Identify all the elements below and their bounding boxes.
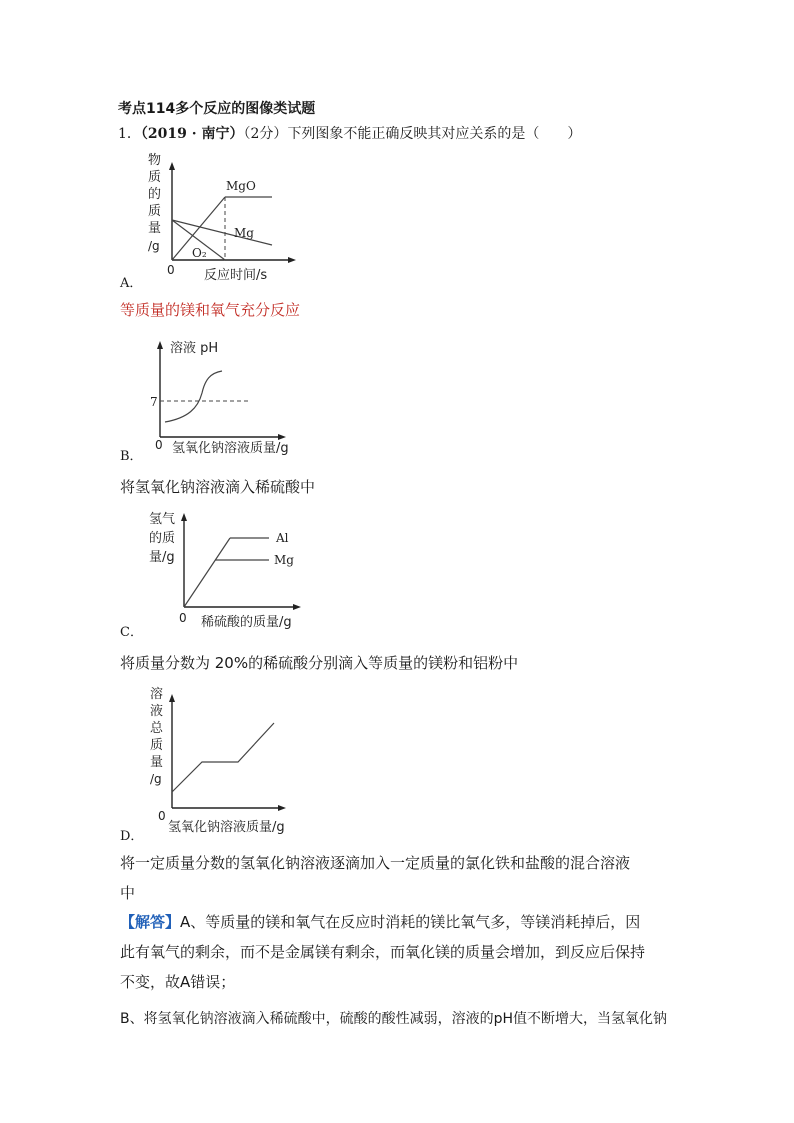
graph-c: [145, 505, 315, 630]
graph-d-ylabel-char: 液: [150, 704, 164, 719]
graph-a-ylabel-char: 的: [148, 187, 162, 202]
answer-line-3: 不变，故A错误；: [120, 973, 236, 991]
graph-d-ylabel-char: 质: [150, 738, 164, 753]
answer-line-1-text: A、等质量的镁和氧气在反应时消耗的镁比氧气多，等镁消耗掉后，因: [180, 913, 641, 931]
graph-a-ylabel-char: /g: [148, 239, 160, 253]
graph-b-x-arrow: [278, 434, 286, 440]
option-a-letter: A．: [120, 276, 143, 291]
graph-b-y-arrow: [157, 341, 163, 349]
graph-d-origin: 0: [158, 809, 166, 823]
graph-d: [140, 680, 310, 840]
graph-d-xlabel: 氢氧化钠溶液质量/g: [168, 820, 285, 835]
question-source: （2019 · 南宁）: [140, 126, 244, 142]
graph-c-ylabel-line: 氢气: [149, 512, 176, 527]
graph-d-x-arrow: [278, 805, 286, 811]
graph-a-y-arrow: [169, 162, 175, 170]
answer-tag: 【解答】: [120, 913, 181, 931]
graph-d-ylabel-char: 总: [150, 721, 164, 736]
graph-a-ylabel-char: 物: [148, 153, 162, 168]
question-line: [118, 123, 581, 143]
graph-c-xlabel: 稀硫酸的质量/g: [201, 615, 292, 630]
graph-a-label-mg: Mg: [234, 226, 254, 240]
graph-b-ylabel: 溶液 pH: [170, 341, 219, 356]
graph-a-ylabel-char: 质: [148, 204, 162, 219]
graph-a-x-arrow: [288, 257, 296, 263]
option-d-caption-line1: 将一定质量分数的氢氧化钠溶液逐滴加入一定质量的氯化铁和盐酸的混合溶液: [120, 854, 631, 872]
graph-b-ph-curve: [165, 371, 222, 422]
question-number: 1．: [118, 126, 141, 142]
graph-d-ylabel-char: 量: [150, 755, 164, 770]
option-b-caption: 将氢氧化钠溶液滴入稀硫酸中: [120, 478, 316, 496]
question-score: （2分）: [243, 126, 288, 142]
graph-a-ylabel: [148, 152, 161, 253]
option-c-caption: 将质量分数为 20%的稀硫酸分别滴入等质量的镁粉和铝粉中: [120, 654, 519, 672]
answer-line-1: [120, 907, 680, 937]
answer-line-b: B、将氢氧化钠溶液滴入稀硫酸中，硫酸的酸性减弱，溶液的pH值不断增大，当氢氧化钠: [120, 1011, 668, 1027]
question-stem: 下列图象不能正确反映其对应关系的是（ ）: [287, 126, 582, 142]
graph-b-ytick-7: 7: [150, 395, 158, 409]
graph-c-label-mg: Mg: [274, 553, 294, 567]
option-c-letter: C．: [120, 625, 143, 640]
graph-c-y-arrow: [181, 513, 187, 521]
graph-b-origin: 0: [155, 438, 163, 452]
section-heading: 考点114多个反应的图像类试题: [118, 101, 316, 117]
option-b-letter: B．: [120, 449, 143, 464]
graph-a-label-mgo: MgO: [226, 179, 256, 193]
answer-line-2: 此有氧气的剩余，而不是金属镁有剩余，而氧化镁的质量会增加，到反应后保持: [120, 943, 646, 961]
graph-c-x-arrow: [293, 604, 301, 610]
graph-d-ylabel-char: /g: [150, 772, 162, 786]
graph-a-ylabel-char: 质: [148, 170, 162, 185]
answer-block: [120, 907, 680, 997]
graph-a-label-o2: O₂: [192, 246, 207, 260]
option-a-caption: 等质量的镁和氧气充分反应: [120, 301, 301, 319]
graph-a-ylabel-char: 量: [148, 221, 162, 236]
graph-d-ylabel-char: 溶: [150, 687, 164, 702]
graph-a-xlabel: 反应时间/s: [204, 268, 268, 283]
graph-b-xlabel: 氢氧化钠溶液质量/g: [172, 441, 289, 456]
option-d-letter: D．: [120, 829, 144, 844]
graph-c-label-al: Al: [276, 531, 289, 545]
graph-a: [140, 150, 310, 285]
graph-d-total-mass-line: [172, 723, 274, 792]
option-d-caption-line2: 中: [120, 884, 136, 902]
graph-c-al-rise: [184, 538, 230, 607]
graph-c-origin: 0: [179, 611, 187, 625]
graph-a-origin: 0: [167, 263, 175, 277]
graph-c-ylabel-line: 的质: [149, 531, 176, 546]
graph-d-y-arrow: [169, 694, 175, 702]
graph-c-ylabel-line: 量/g: [149, 550, 175, 565]
graph-b: [140, 335, 310, 460]
